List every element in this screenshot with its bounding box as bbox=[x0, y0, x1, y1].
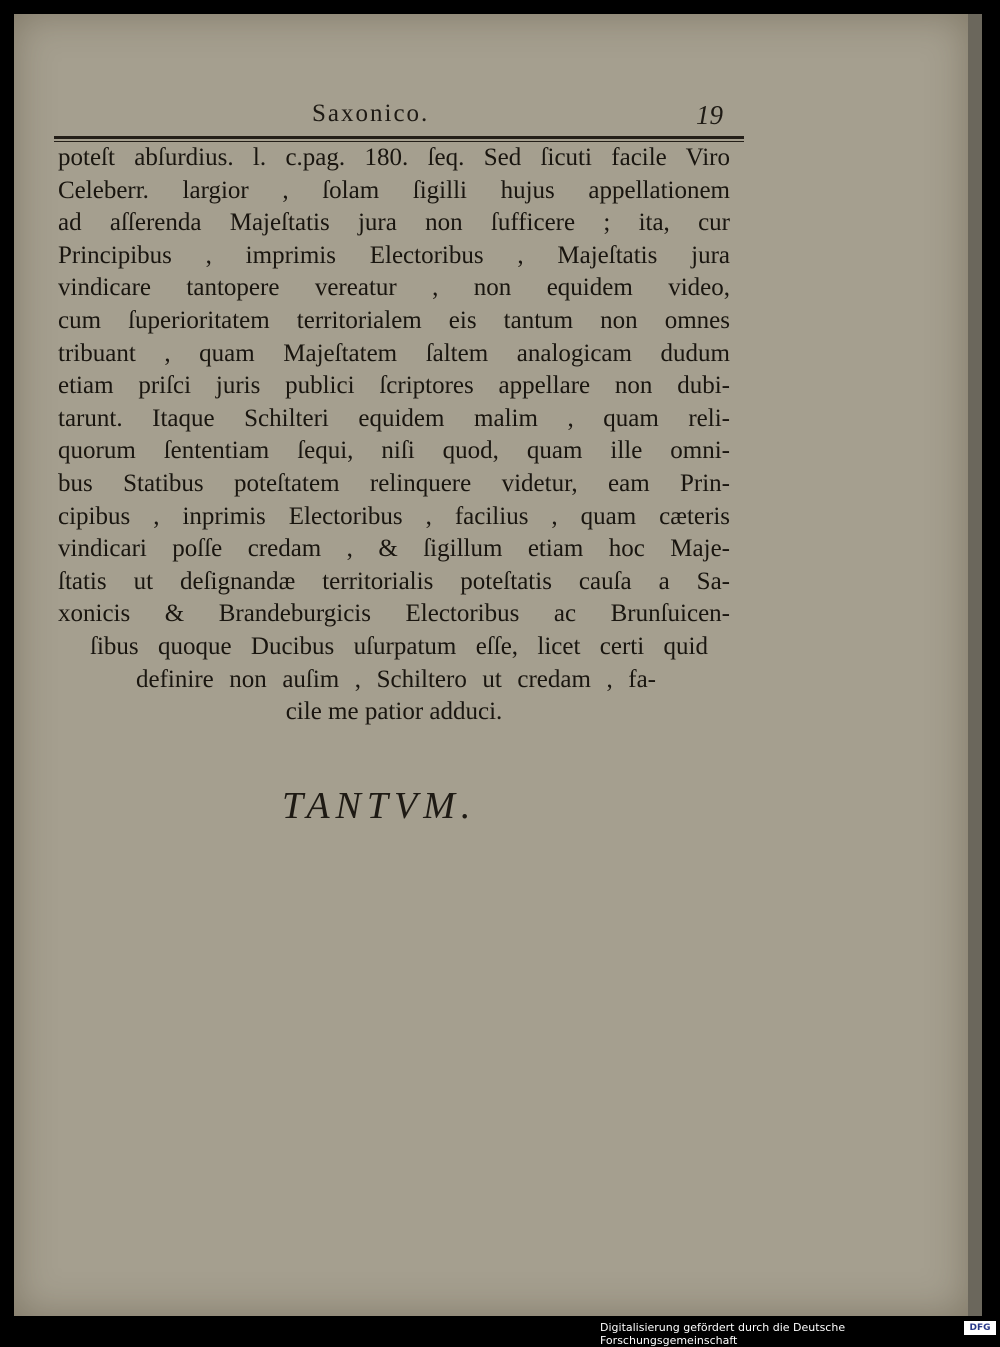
text-line: definire non auſim , Schiltero ut credam , fa- bbox=[136, 665, 656, 693]
header-rule bbox=[54, 136, 744, 139]
text-line: xonicis & Brandeburgicis Electoribus ac Brunſuicen- bbox=[58, 600, 730, 628]
text-line: ſtatis ut deſignandæ territorialis poteſtatis cauſa a Sa- bbox=[58, 567, 730, 595]
text-line: vindicari poſſe credam , & ſigillum etiam hoc Maje- bbox=[58, 535, 730, 563]
body-text bbox=[58, 142, 730, 729]
text-line: tarunt. Itaque Schilteri equidem malim , quam reli- bbox=[58, 404, 730, 432]
text-line: Principibus , imprimis Electoribus , Majeſtatis jura bbox=[58, 241, 730, 269]
footer-credit: Digitalisierung gefördert durch die Deutsche Forschungsgemeinschaft bbox=[600, 1321, 846, 1347]
footer-bar bbox=[600, 1320, 998, 1347]
text-line: etiam priſci juris publici ſcriptores appellare non dubi- bbox=[58, 372, 730, 400]
book-page bbox=[14, 14, 968, 1316]
text-line: quorum ſententiam ſequi, niſi quod, quam ille omni- bbox=[58, 437, 730, 465]
text-line: tribuant , quam Majeſtatem ſaltem analogicam dudum bbox=[58, 339, 730, 367]
text-line: vindicare tantopere vereatur , non equidem video, bbox=[58, 274, 730, 302]
running-title: Saxonico. bbox=[312, 100, 430, 127]
page-header bbox=[54, 94, 744, 134]
page-number: 19 bbox=[696, 100, 723, 130]
text-line: cile me patior adduci. bbox=[285, 698, 503, 726]
dfg-logo-icon: DFG bbox=[964, 1321, 996, 1335]
text-line: poteſt abſurdius. l. c.pag. 180. ſeq. Sed ſicuti facile Viro bbox=[58, 144, 730, 171]
text-line: bus Statibus poteſtatem relinquere videtur, eam Prin- bbox=[58, 469, 730, 497]
text-line: Celeberr. largior , ſolam ſigilli hujus appellationem bbox=[58, 176, 730, 204]
text-line: ſibus quoque Ducibus uſurpatum eſſe, licet certi quid bbox=[90, 632, 708, 660]
page-edge bbox=[968, 14, 982, 1316]
text-line: ad aſſerenda Majeſtatis jura non ſufficere ; ita, cur bbox=[58, 209, 730, 237]
text-line: cipibus , inprimis Electoribus , facilius , quam cæteris bbox=[58, 502, 730, 530]
finis-heading: TANTVM. bbox=[282, 785, 477, 827]
text-line: cum ſuperioritatem territorialem eis tantum non omnes bbox=[58, 306, 730, 334]
